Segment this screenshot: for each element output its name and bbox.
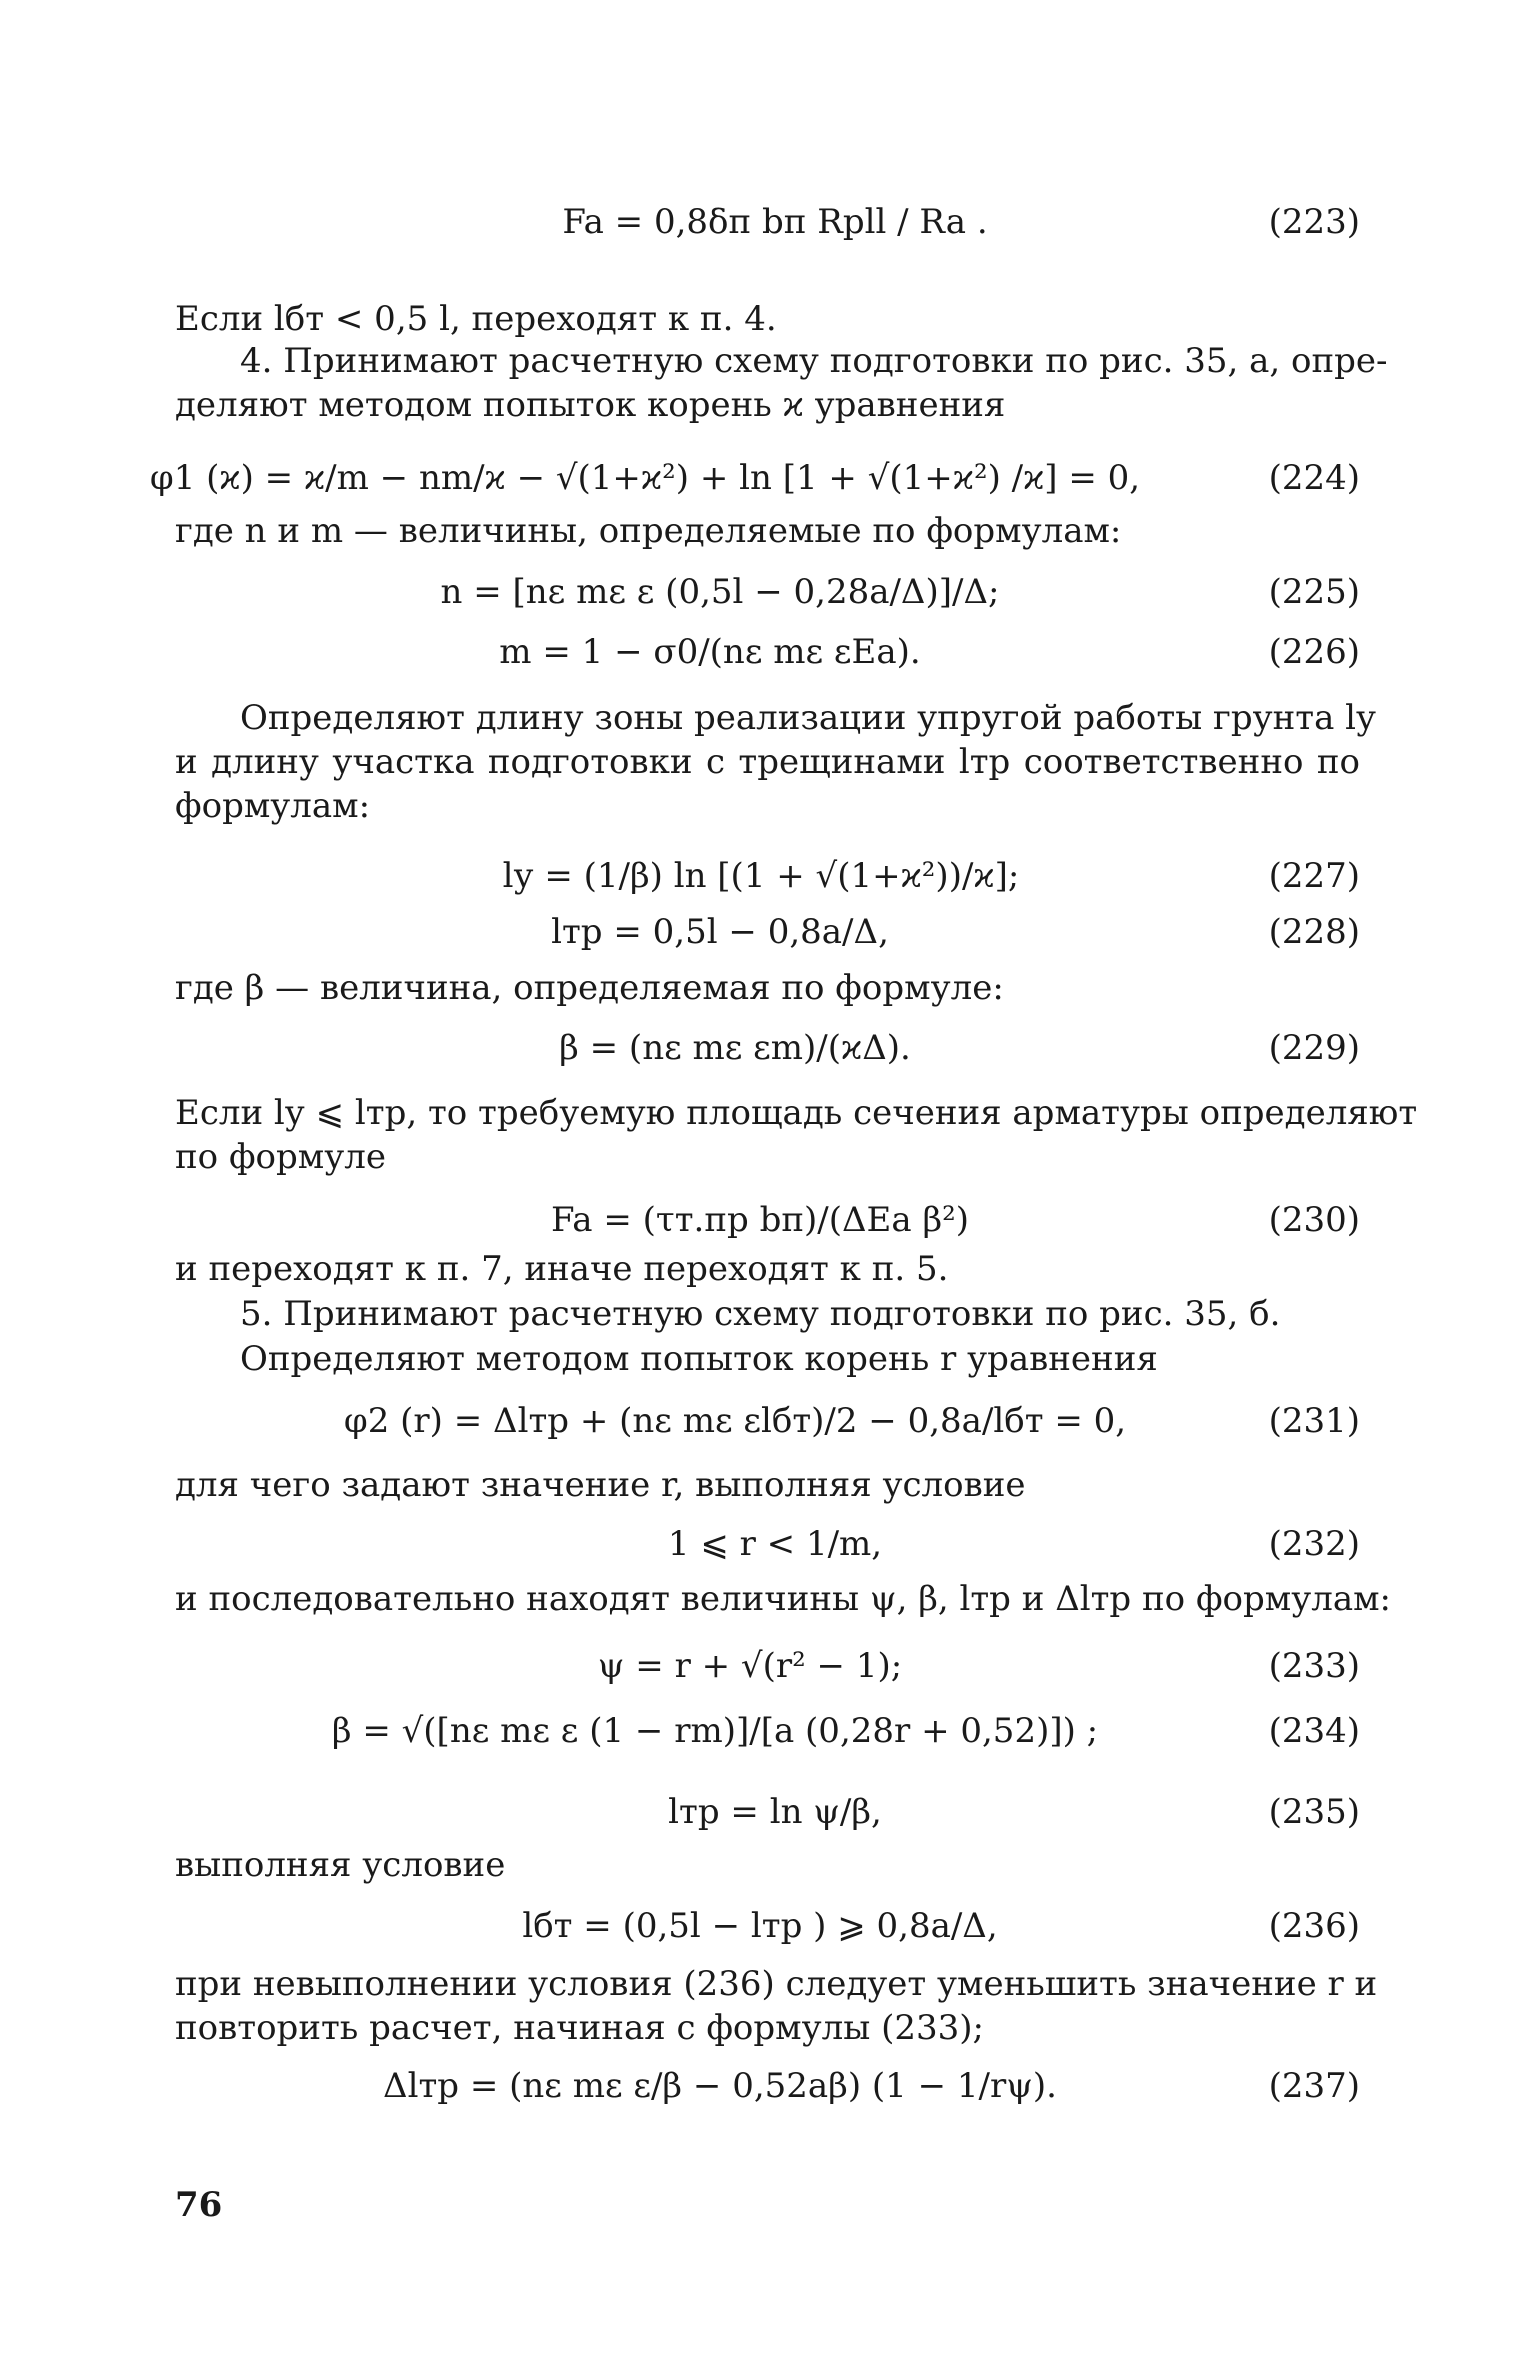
paragraph-where-beta: где β — величина, определяемая по формуле:: [175, 968, 1004, 1008]
equation-226: [175, 626, 1360, 678]
equation-223: [175, 196, 1360, 248]
equation-231-number: (231): [1268, 1401, 1360, 1441]
equation-236-formula: lбт = (0,5l − lтр ) ⩾ 0,8a/Δ,: [522, 1906, 998, 1946]
equation-228-formula: lтр = 0,5l − 0,8a/Δ,: [551, 912, 889, 952]
equation-225-number: (225): [1268, 572, 1360, 612]
paragraph-define-length-line2: и длину участка подготовки с трещинами lтр соответственно по: [175, 742, 1360, 782]
equation-234: [175, 1705, 1360, 1757]
equation-224-number: (224): [1268, 458, 1360, 498]
paragraph-root-r: Определяют методом попыток корень r уравнения: [240, 1339, 1158, 1379]
paragraph-step4-line2: деляют методом попыток корень ϰ уравнения: [175, 385, 1006, 425]
paragraph-goto-step7: и переходят к п. 7, иначе переходят к п. 5.: [175, 1249, 949, 1289]
equation-237-number: (237): [1268, 2066, 1360, 2106]
paragraph-if-ly-line1: Если lу ⩽ lтр, то требуемую площадь сечения арматуры определяют: [175, 1093, 1418, 1133]
paragraph-step5: 5. Принимают расчетную схему подготовки по рис. 35, б.: [240, 1294, 1281, 1334]
equation-235-number: (235): [1268, 1792, 1360, 1832]
paragraph-define-length-line1: Определяют длину зоны реализации упругой работы грунта lу: [240, 698, 1377, 738]
equation-231-formula: φ2 (r) = Δlтр + (nε mε εlбт)/2 − 0,8a/lбт = 0,: [343, 1401, 1127, 1441]
equation-233: [175, 1640, 1360, 1692]
paragraph-set-r: для чего задают значение r, выполняя условие: [175, 1465, 1026, 1505]
equation-231: [175, 1395, 1360, 1447]
paragraph-if-lbt: Если lбт < 0,5 l, переходят к п. 4.: [175, 299, 777, 339]
equation-233-number: (233): [1268, 1646, 1360, 1686]
equation-223-number: (223): [1268, 202, 1360, 242]
equation-230-formula: Fa = (τт.пр bп)/(ΔEa β²): [551, 1200, 969, 1240]
equation-234-formula: β = √([nε mε ε (1 − rm)]/[a (0,28r + 0,52)]) ;: [331, 1711, 1099, 1751]
equation-224: [149, 452, 1360, 504]
equation-233-formula: ψ = r + √(r² − 1);: [597, 1646, 903, 1686]
equation-229-number: (229): [1268, 1028, 1360, 1068]
equation-228: [175, 906, 1360, 958]
equation-226-formula: m = 1 − σ0/(nε mε εEa).: [499, 632, 921, 672]
page-number: 76: [175, 2185, 223, 2225]
paragraph-define-length-line3: формулам:: [175, 786, 371, 826]
paragraph-if-not-satisfied-line2: повторить расчет, начиная с формулы (233);: [175, 2008, 984, 2048]
equation-236-number: (236): [1268, 1906, 1360, 1946]
equation-227-formula: lу = (1/β) ln [(1 + √(1+ϰ²))/ϰ];: [502, 856, 1020, 896]
paragraph-find-values: и последовательно находят величины ψ, β, lтр и Δlтр по формулам:: [175, 1579, 1392, 1619]
equation-235: [175, 1786, 1360, 1838]
equation-232-number: (232): [1268, 1524, 1360, 1564]
equation-237-formula: Δlтр = (nε mε ε/β − 0,52aβ) (1 − 1/rψ).: [383, 2066, 1057, 2106]
equation-230: [175, 1194, 1360, 1246]
equation-227: [175, 850, 1360, 902]
equation-225-formula: n = [nε mε ε (0,5l − 0,28a/Δ)]/Δ;: [440, 572, 1000, 612]
paragraph-if-not-satisfied-line1: при невыполнении условия (236) следует уменьшить значение r и: [175, 1964, 1378, 2004]
equation-229: [175, 1022, 1360, 1074]
equation-237: [175, 2060, 1360, 2112]
equation-223-formula: Fa = 0,8δп bп Rpll / Ra .: [562, 202, 988, 242]
equation-234-number: (234): [1268, 1711, 1360, 1751]
equation-232-formula: 1 ⩽ r < 1/m,: [667, 1524, 883, 1564]
paragraph-if-ly-line2: по формуле: [175, 1137, 386, 1177]
equation-227-number: (227): [1268, 856, 1360, 896]
equation-235-formula: lтр = ln ψ/β,: [668, 1792, 882, 1832]
equation-228-number: (228): [1268, 912, 1360, 952]
equation-229-formula: β = (nε mε εm)/(ϰΔ).: [559, 1028, 911, 1068]
equation-224-formula: φ1 (ϰ) = ϰ/m − nm/ϰ − √(1+ϰ²) + ln [1 + √(1+ϰ²) /ϰ] = 0,: [149, 458, 1141, 498]
equation-225: [175, 566, 1360, 618]
equation-226-number: (226): [1268, 632, 1360, 672]
paragraph-where-n-m: где n и m — величины, определяемые по формулам:: [175, 511, 1122, 551]
paragraph-step4-line1: 4. Принимают расчетную схему подготовки по рис. 35, a, опре-: [240, 341, 1388, 381]
equation-236: [175, 1900, 1360, 1952]
equation-230-number: (230): [1268, 1200, 1360, 1240]
equation-232: [175, 1518, 1360, 1570]
paragraph-satisfy-condition: выполняя условие: [175, 1845, 506, 1885]
